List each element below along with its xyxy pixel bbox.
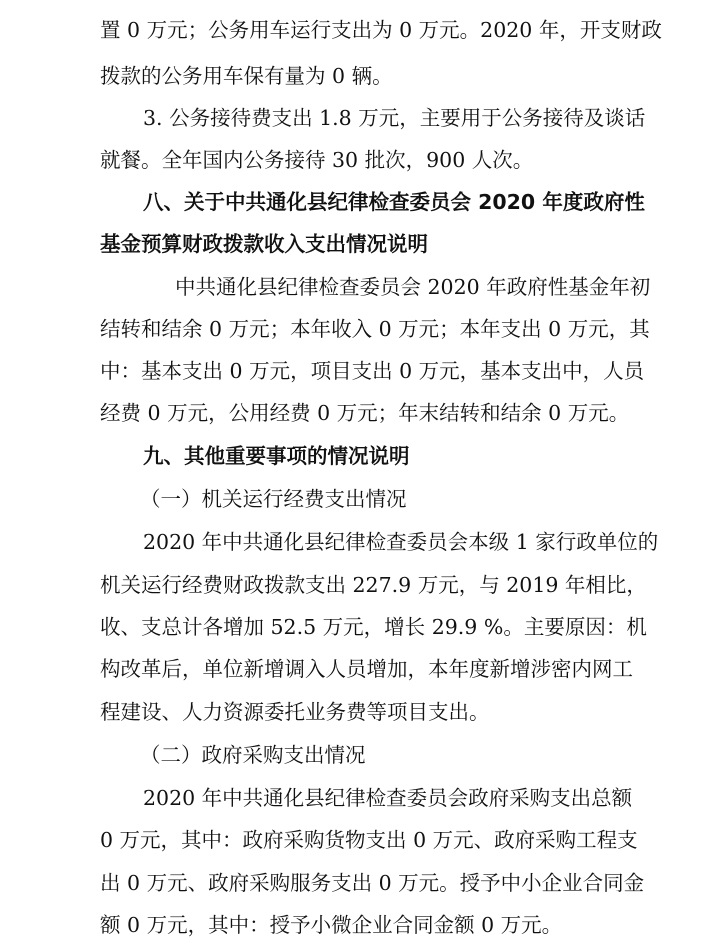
paragraph-line: 出 0 万元、政府采购服务支出 0 万元。授予中小企业合同金 bbox=[100, 871, 645, 895]
paragraph-line: 3. 公务接待费支出 1.8 万元，主要用于公务接待及谈话 bbox=[143, 106, 646, 130]
paragraph-line: 中共通化县纪律检查委员会 2020 年政府性基金年初 bbox=[175, 275, 651, 299]
paragraph-line: 拨款的公务用车保有量为 0 辆。 bbox=[100, 64, 393, 88]
paragraph-line: 额 0 万元，其中：授予小微企业合同金额 0 万元。 bbox=[100, 913, 563, 937]
paragraph-line: 程建设、人力资源委托业务费等项目支出。 bbox=[100, 700, 490, 724]
section-heading-8-cont: 基金预算财政拨款收入支出情况说明 bbox=[100, 232, 428, 256]
paragraph-line: 机关运行经费财政拨款支出 227.9 万元，与 2019 年相比， bbox=[100, 573, 647, 597]
paragraph-line: 中：基本支出 0 万元，项目支出 0 万元，基本支出中，人员 bbox=[100, 359, 645, 383]
paragraph-line: 结转和结余 0 万元；本年收入 0 万元；本年支出 0 万元，其 bbox=[100, 317, 650, 341]
subheading-1: （一）机关运行经费支出情况 bbox=[140, 487, 407, 511]
paragraph-line: 0 万元，其中：政府采购货物支出 0 万元、政府采购工程支 bbox=[100, 828, 638, 852]
subheading-2: （二）政府采购支出情况 bbox=[140, 743, 366, 767]
section-heading-9: 九、其他重要事项的情况说明 bbox=[143, 444, 410, 468]
paragraph-line: 置 0 万元；公务用车运行支出为 0 万元。2020 年，开支财政 bbox=[100, 18, 662, 42]
paragraph-line: 构改革后，单位新增调入人员增加，本年度新增涉密内网工 bbox=[100, 657, 633, 681]
paragraph-line: 收、支总计各增加 52.5 万元，增长 29.9 %。主要原因：机 bbox=[100, 615, 647, 639]
paragraph-line: 经费 0 万元，公用经费 0 万元；年末结转和结余 0 万元。 bbox=[100, 401, 630, 425]
paragraph-line: 2020 年中共通化县纪律检查委员会本级 1 家行政单位的 bbox=[143, 530, 659, 554]
paragraph-line: 就餐。全年国内公务接待 30 批次，900 人次。 bbox=[100, 148, 534, 172]
paragraph-line: 2020 年中共通化县纪律检查委员会政府采购支出总额 bbox=[143, 786, 633, 810]
section-heading-8: 八、关于中共通化县纪律检查委员会 2020 年度政府性 bbox=[143, 190, 645, 214]
